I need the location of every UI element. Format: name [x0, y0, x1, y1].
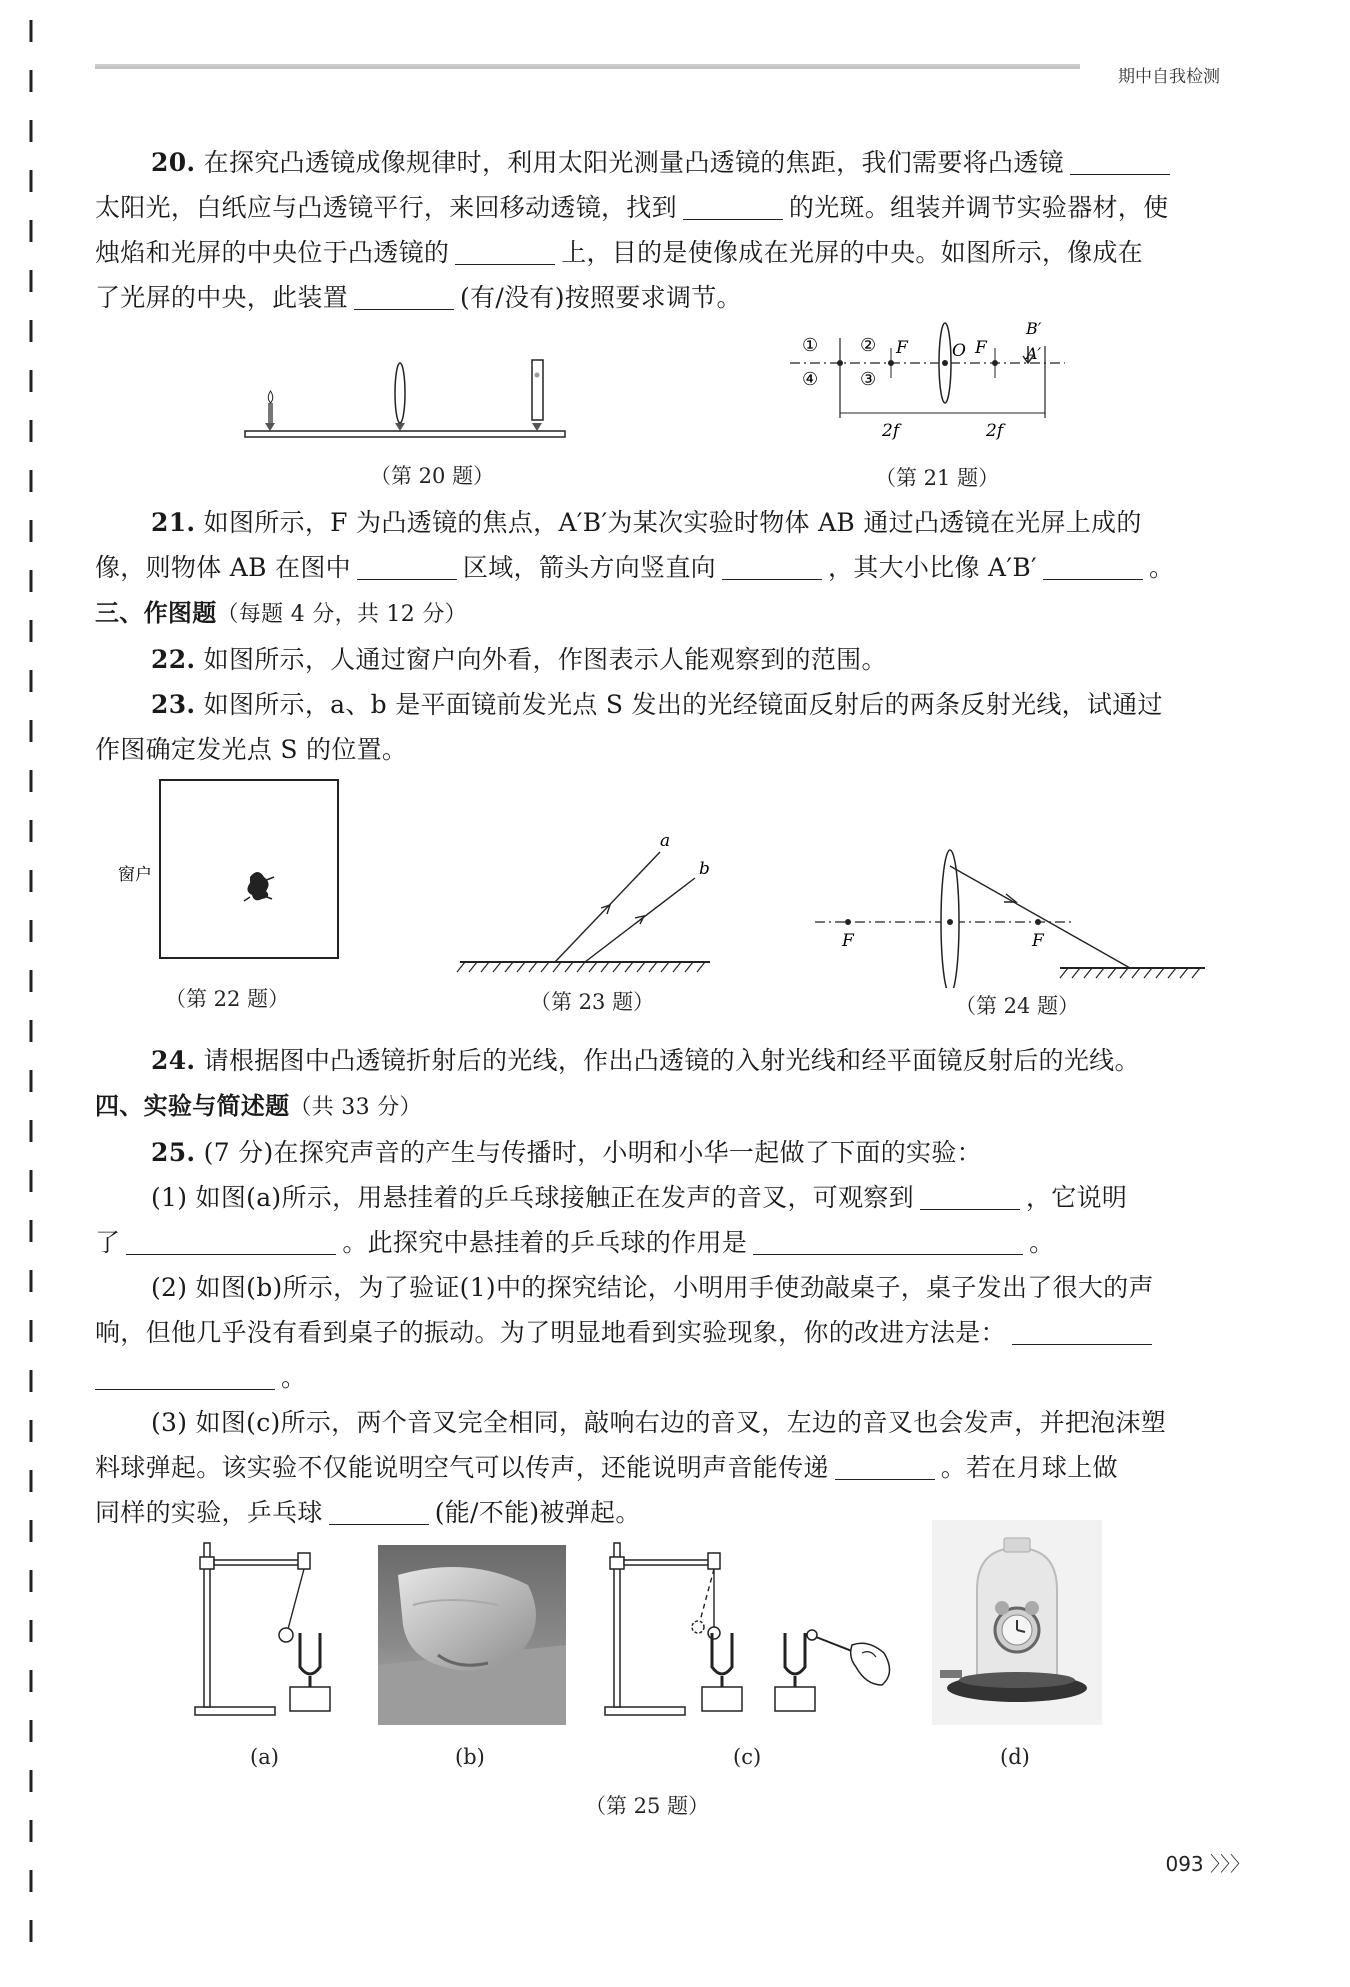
section-4-heading: 四、实验与简述题（共 33 分）: [95, 1092, 422, 1120]
q21-line2: 像，则物体 AB 在图中 区域，箭头方向竖直向 ，其大小比像 A′B′ 。: [95, 553, 1175, 582]
q20-blank-4[interactable]: [354, 281, 454, 310]
region-1-label: ①: [802, 335, 819, 356]
page-number: 093 〉〉〉: [1165, 1852, 1250, 1876]
window-label: 窗户: [118, 865, 152, 885]
q21-blank-3[interactable]: [1043, 551, 1143, 580]
two-f-right-label: 2f: [986, 421, 1004, 441]
q25-p1-line1: (1) 如图(a)所示，用悬挂着的乒乓球接触正在发声的音叉，可观察到 ，它说明: [151, 1183, 1128, 1212]
q20-blank-1[interactable]: [1070, 146, 1170, 175]
q25-blank-5[interactable]: [95, 1361, 275, 1390]
q25-blank-1[interactable]: [920, 1181, 1020, 1210]
q24-text: 24. 请根据图中凸透镜折射后的光线，作出凸透镜的入射光线和经平面镜反射后的光线。: [151, 1046, 1140, 1075]
q20-line2: 太阳光，白纸应与凸透镜平行，来回移动透镜，找到 的光斑。组装并调节实验器材，使: [95, 193, 1169, 222]
q25-p2-line2: 响，但他几乎没有看到桌子的振动。为了明显地看到实验现象，你的改进方法是：: [95, 1310, 1215, 1355]
q25-p3-line1: (3) 如图(c)所示，两个音叉完全相同，敲响右边的音叉，左边的音叉也会发声，并把泡沫塑: [151, 1408, 1167, 1437]
figure-21-caption: （第 21 题）: [875, 466, 1000, 490]
figure-20-optical-bench: [240, 355, 570, 445]
figure-25b-hand-on-table-photo: [378, 1545, 566, 1725]
two-f-left-label: 2f: [882, 421, 900, 441]
figure-24-lens-mirror: [810, 838, 1210, 988]
q21-line1: 21. 如图所示，F 为凸透镜的焦点，A′B′为某次实验时物体 AB 通过凸透镜在光屏上成的: [151, 508, 1142, 537]
focus-left-label: F: [896, 338, 908, 358]
region-4-label: ④: [802, 369, 819, 390]
binding-margin-dashes: [28, 20, 34, 1970]
section-3-heading: 三、作图题（每题 4 分，共 12 分）: [95, 599, 467, 627]
q25-blank-2[interactable]: [126, 1226, 336, 1255]
figure-22-caption: （第 22 题）: [165, 987, 290, 1011]
q23-line1: 23. 如图所示，a、b 是平面镜前发光点 S 发出的光经镜面反射后的两条反射光线，试通过: [151, 690, 1163, 719]
q21-blank-2[interactable]: [722, 551, 822, 580]
questions-body-3: [95, 1038, 1215, 1535]
figure-23-mirror-rays: [455, 830, 725, 980]
figure-25d-label: (d): [1000, 1745, 1030, 1769]
q25-blank-4[interactable]: [1012, 1316, 1152, 1345]
header-rule: [95, 64, 1080, 69]
figure-25b-label: (b): [455, 1745, 485, 1769]
q25-intro: 25. (7 分)在探究声音的产生与传播时，小明和小华一起做了下面的实验：: [151, 1138, 982, 1167]
figure-23-caption: （第 23 题）: [530, 990, 655, 1014]
focus-right-label: F: [975, 338, 987, 358]
header-section-title: 期中自我检测: [1118, 67, 1220, 87]
q25-blank-6[interactable]: [835, 1451, 935, 1480]
q20-line3: 烛焰和光屏的中央位于凸透镜的 上，目的是使像成在光屏的中央。如图所示，像成在: [95, 238, 1144, 267]
ray-a-label: a: [660, 831, 671, 851]
figure-25-caption: （第 25 题）: [585, 1794, 710, 1818]
figure-25a-stand-fork: [190, 1535, 340, 1730]
image-bottom-label: A′: [1026, 344, 1042, 363]
q25-blank-7[interactable]: [329, 1496, 429, 1525]
optical-center-label: O: [952, 341, 966, 361]
image-top-label: B′: [1026, 319, 1042, 338]
q20-line4: 了光屏的中央，此装置 (有/没有)按照要求调节。: [95, 283, 742, 312]
ray-b-label: b: [699, 859, 710, 879]
q23-line2: 作图确定发光点 S 的位置。: [95, 735, 408, 764]
focus-left-label: F: [842, 931, 854, 951]
figure-20-caption: （第 20 题）: [370, 464, 495, 488]
q25-p3-line2: 料球弹起。该实验不仅能说明空气可以传声，还能说明声音能传递 。若在月球上做: [95, 1453, 1118, 1482]
focus-right-label: F: [1032, 931, 1044, 951]
figure-22-window: [110, 775, 350, 975]
q21-blank-1[interactable]: [357, 551, 457, 580]
q22-text: 22. 如图所示，人通过窗户向外看，作图表示人能观察到的范围。: [151, 645, 887, 674]
figure-25a-label: (a): [250, 1745, 279, 1769]
figure-25d-bell-jar-photo: [932, 1520, 1102, 1725]
questions-body: [95, 140, 1215, 320]
q20-blank-2[interactable]: [683, 191, 783, 220]
q20-line1: 20. 在探究凸透镜成像规律时，利用太阳光测量凸透镜的焦距，我们需要将凸透镜: [95, 140, 1215, 185]
figure-25c-two-forks: [600, 1535, 905, 1730]
questions-body-2: [95, 500, 1215, 772]
region-2-label: ②: [860, 335, 877, 356]
q25-p1-line2: 了 。此探究中悬挂着的乒乓球的作用是 。: [95, 1228, 1055, 1257]
figure-25c-label: (c): [733, 1745, 762, 1769]
region-3-label: ③: [860, 369, 877, 390]
q25-p2-line1: (2) 如图(b)所示，为了验证(1)中的探究结论，小明用手使劲敲桌子，桌子发出了很大的声: [151, 1273, 1154, 1302]
q25-p2-line3: 。: [95, 1355, 1215, 1400]
q25-blank-3[interactable]: [753, 1226, 1023, 1255]
figure-24-caption: （第 24 题）: [955, 994, 1080, 1018]
q20-blank-3[interactable]: [455, 236, 555, 265]
q25-p3-line3: 同样的实验，乒乓球 (能/不能)被弹起。: [95, 1498, 641, 1527]
figure-21-lens-regions: [790, 318, 1080, 448]
